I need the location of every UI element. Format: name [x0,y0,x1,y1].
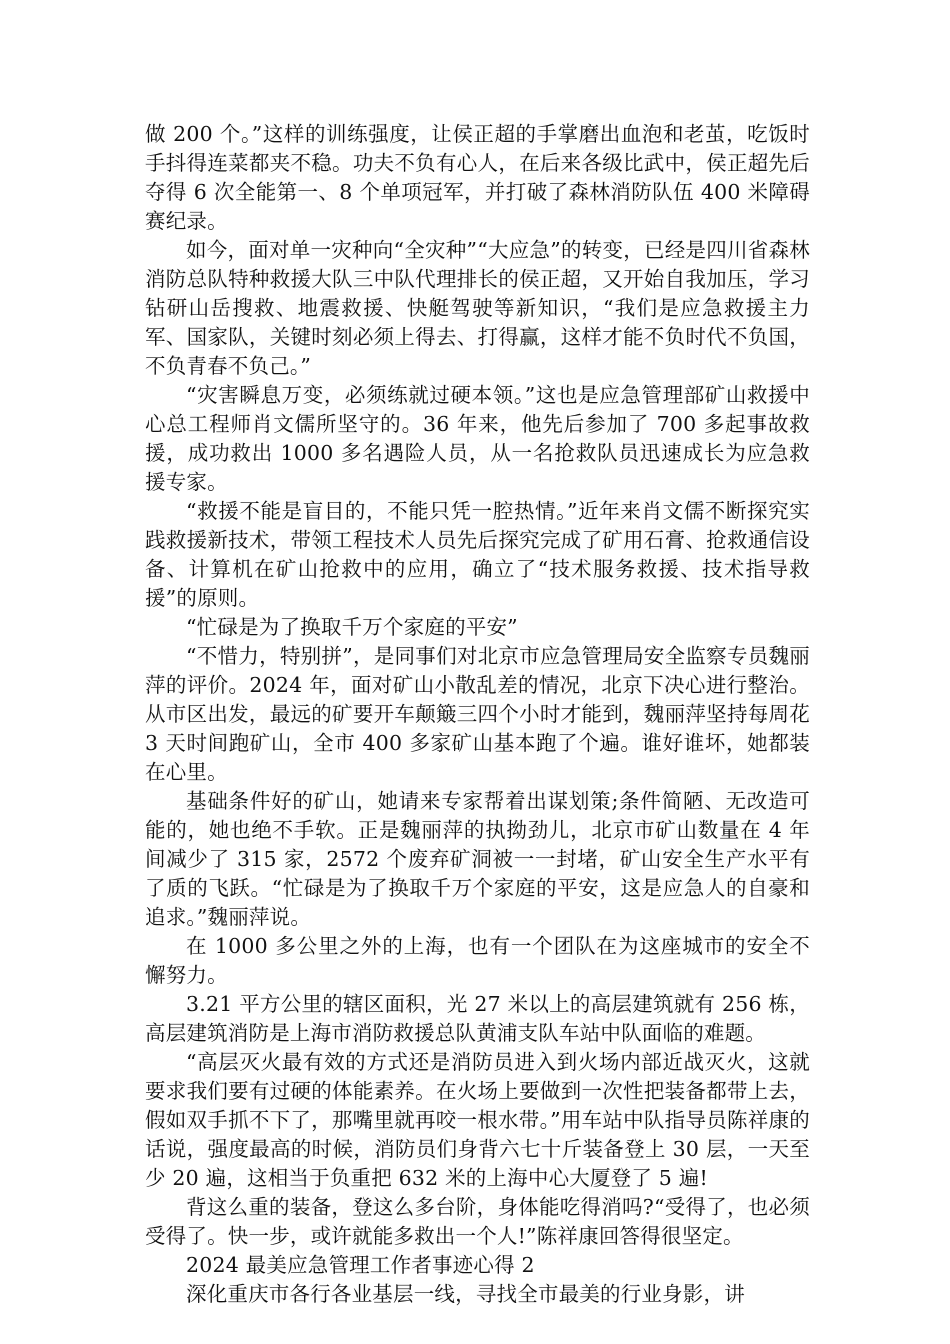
section-heading: “忙碌是为了换取千万个家庭的平安” [186,615,518,639]
paragraph-8: 3.21 平方公里的辖区面积，光 27 米以上的高层建筑就有 256 栋，高层建筑消防是上海市消防救援总队黄浦支队车站中队面临的难题。 [145,992,810,1045]
paragraph-7: 在 1000 多公里之外的上海，也有一个团队在为这座城市的安全不懈努力。 [145,934,810,987]
paragraph-11: 深化重庆市各行各业基层一线，寻找全市最美的行业身影，讲 [186,1282,745,1306]
paragraph-1: 做 200 个。”这样的训练强度，让侯正超的手掌磨出血泡和老茧，吃饭时手抖得连菜都夹不稳。功夫不负有心人，在后来各级比武中，侯正超先后夺得 6 次全能第一、8 个单项冠军，并打破了森林消防队伍 400 米障碍赛纪录。 [145,122,810,233]
paragraph-10: 背这么重的装备，登这么多台阶，身体能吃得消吗?“受得了，也必须受得了。快一步，或许就能多救出一个人!”陈祥康回答得很坚定。 [145,1195,810,1248]
paragraph-3: “灾害瞬息万变，必须练就过硬本领。”这也是应急管理部矿山救援中心总工程师肖文儒所坚守的。36 年来，他先后参加了 700 多起事故救援，成功救出 1000 多名遇险人员，从一名抢救队员迅速成长为应急救援专家。 [145,383,810,494]
paragraph-2: 如今，面对单一灾种向“全灾种”“大应急”的转变，已经是四川省森林消防总队特种救援大队三中队代理排长的侯正超，又开始自我加压，学习钻研山岳搜救、地震救援、快艇驾驶等新知识，“我们是应急救援主力军、国家队，关键时刻必须上得去、打得赢，这样才能不负时代不负国，不负青春不负己。” [145,238,810,378]
paragraph-5: “不惜力，特别拼”，是同事们对北京市应急管理局安全监察专员魏丽萍的评价。2024 年，面对矿山小散乱差的情况，北京下决心进行整治。从市区出发，最远的矿要开车颠簸三四个小时才能到，魏丽萍坚持每周花 3 天时间跑矿山，全市 400 多家矿山基本跑了个遍。谁好谁坏，她都装在心里。 [145,644,810,784]
paragraph-6: 基础条件好的矿山，她请来专家帮着出谋划策;条件简陋、无改造可能的，她也绝不手软。正是魏丽萍的执拗劲儿，北京市矿山数量在 4 年间减少了 315 家，2572 个废弃矿洞被一一封堵，矿山安全生产水平有了质的飞跃。“忙碌是为了换取千万个家庭的平安，这是应急人的自豪和追求。”魏丽萍说。 [145,789,810,929]
paragraph-9: “高层灭火最有效的方式还是消防员进入到火场内部近战灭火，这就要求我们要有过硬的体能素养。在火场上要做到一次性把装备都带上去，假如双手抓不下了，那嘴里就再咬一根水带。”用车站中队指导员陈祥康的话说，强度最高的时候，消防员们身背六七十斤装备登上 30 层，一天至少 20 遍，这相当于负重把 632 米的上海中心大厦登了 5 遍! [145,1050,810,1190]
document-body [145,120,810,1309]
article-title: 2024 最美应急管理工作者事迹心得 2 [186,1253,535,1277]
paragraph-4: “救援不能是盲目的，不能只凭一腔热情。”近年来肖文儒不断探究实践救援新技术，带领工程技术人员先后探究完成了矿用石膏、抢救通信设备、计算机在矿山抢救中的应用，确立了“技术服务救援、技术指导救援”的原则。 [145,499,810,610]
